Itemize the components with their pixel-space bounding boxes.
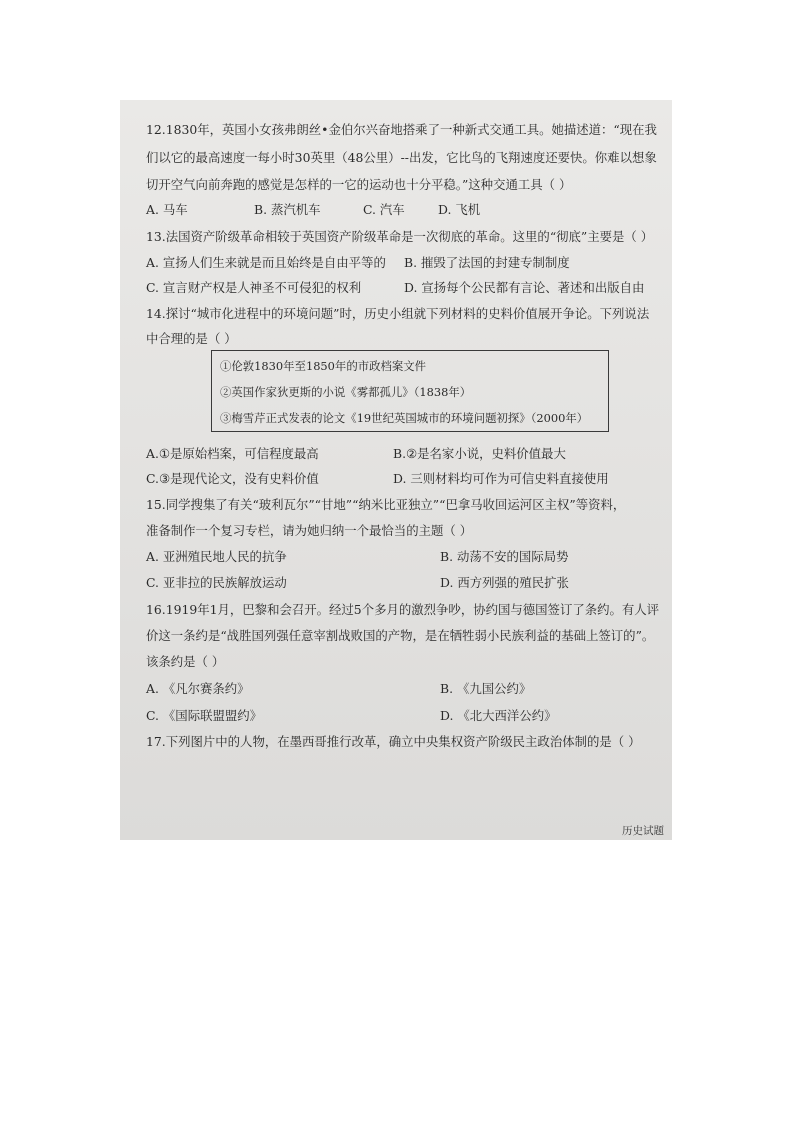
text-line: 14.探讨“城市化进程中的环境问题”时，历史小组就下列材料的史料价值展开争论。下列说法 bbox=[146, 306, 650, 321]
text-line: D. 西方列强的殖民扩张 bbox=[440, 575, 569, 590]
text-line: A. 亚洲殖民地人民的抗争 bbox=[146, 549, 287, 564]
text-line: 准备制作一个复习专栏，请为她归纳一个最恰当的主题（ ） bbox=[146, 523, 473, 538]
text-line: C. 汽车 bbox=[363, 202, 405, 217]
text-line: 该条约是（ ） bbox=[146, 654, 225, 669]
text-line: A.①是原始档案，可信程度最高 bbox=[146, 446, 319, 461]
text-line: A. 马车 bbox=[146, 202, 188, 217]
exam-page-photo bbox=[120, 100, 672, 840]
text-line: B.②是名家小说，史料价值最大 bbox=[393, 446, 566, 461]
text-line: D. 《北大西洋公约》 bbox=[440, 708, 557, 723]
text-line: 切开空气向前奔跑的感觉是怎样的一它的运动也十分平稳。”这种交通工具（ ） bbox=[146, 177, 572, 192]
text-line: C. 《国际联盟盟约》 bbox=[146, 708, 263, 723]
text-line: D. 三则材料均可作为可信史料直接使用 bbox=[393, 471, 609, 486]
box-line: ③梅雪芹正式发表的论文《19世纪英国城市的环境问题初探》（2000年） bbox=[220, 411, 589, 425]
text-line: 们以它的最高速度一每小时30英里（48公里）--出发，它比鸟的飞翔速度还要快。你难以想象 bbox=[146, 150, 657, 165]
text-line: A. 《凡尔赛条约》 bbox=[146, 681, 250, 696]
text-line: B. 蒸汽机车 bbox=[254, 202, 321, 217]
text-line: 15.同学搜集了有关“玻利瓦尔”“甘地”“纳米比亚独立”“巴拿马收回运河区主权”等资料， bbox=[146, 497, 626, 512]
text-line: 16.1919年1月，巴黎和会召开。经过5个多月的激烈争吵，协约国与德国签订了条约。有人评 bbox=[146, 602, 660, 617]
text-line: B. 《九国公约》 bbox=[440, 681, 532, 696]
text-line: A. 宣扬人们生来就是而且始终是自由平等的 bbox=[146, 255, 386, 270]
text-line: 中合理的是（ ） bbox=[146, 331, 237, 346]
text-line: 17.下列图片中的人物，在墨西哥推行改革，确立中央集权资产阶级民主政治体制的是（ ） bbox=[146, 734, 641, 749]
page-footer: 历史试题 bbox=[622, 825, 664, 837]
text-line: D. 宣扬每个公民都有言论、著述和出版自由 bbox=[404, 280, 645, 295]
text-line: C. 亚非拉的民族解放运动 bbox=[146, 575, 287, 590]
text-line: B. 摧毁了法国的封建专制制度 bbox=[404, 255, 570, 270]
text-line: B. 动荡不安的国际局势 bbox=[440, 549, 569, 564]
text-line: C. 宣言财产权是人神圣不可侵犯的权利 bbox=[146, 280, 362, 295]
text-line: C.③是现代论文，没有史料价值 bbox=[146, 471, 319, 486]
text-line: 价这一条约是“战胜国列强任意宰割战败国的产物，是在牺牲弱小民族利益的基础上签订的”。 bbox=[146, 628, 655, 643]
box-line: ①伦敦1830年至1850年的市政档案文件 bbox=[220, 359, 427, 373]
text-line: D. 飞机 bbox=[438, 202, 481, 217]
text-line: 13.法国资产阶级革命相较于英国资产阶级革命是一次彻底的革命。这里的“彻底”主要是（ ） bbox=[146, 229, 654, 244]
text-line: 12.1830年，英国小女孩弗朗丝•金伯尔兴奋地搭乘了一种新式交通工具。她描述道：“现在我 bbox=[146, 122, 657, 137]
box-line: ②英国作家狄更斯的小说《雾都孤儿》（1838年） bbox=[220, 385, 472, 399]
source-materials-box bbox=[211, 350, 609, 432]
